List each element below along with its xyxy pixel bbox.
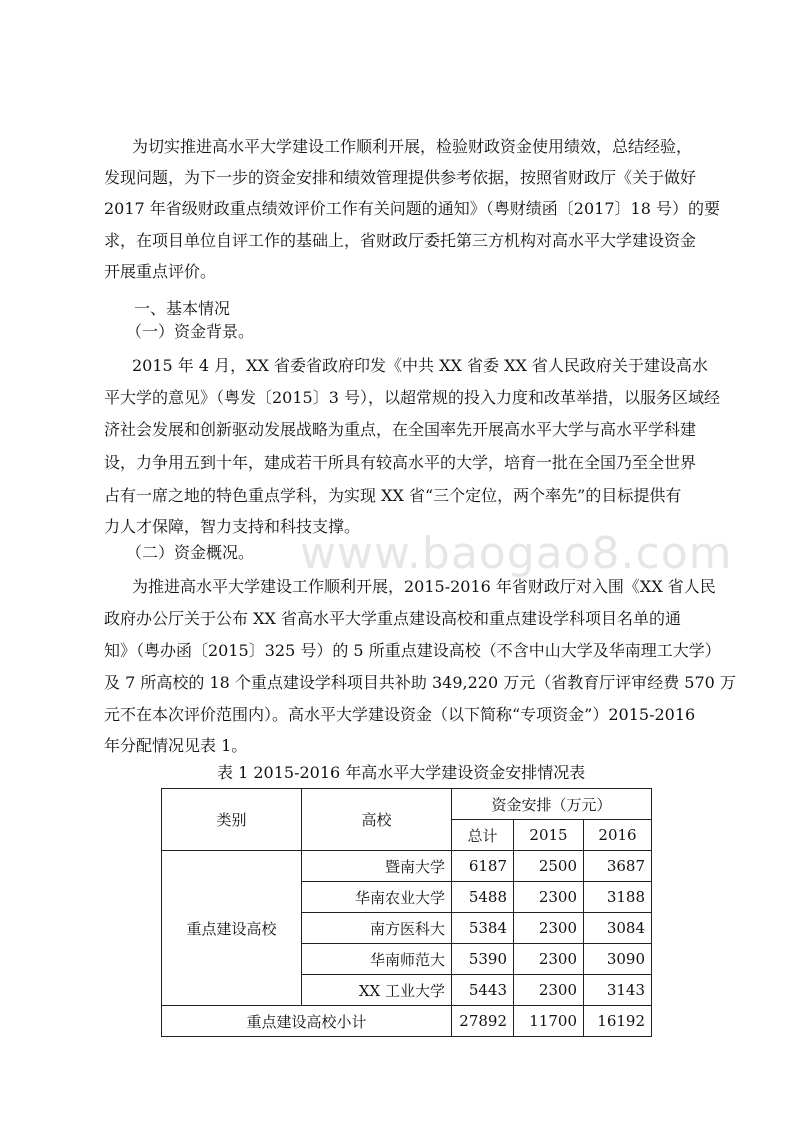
subtotal-total: 27892 — [452, 1006, 514, 1037]
subtotal-row — [162, 1006, 652, 1037]
paragraph-line: 发现问题，为下一步的资金安排和绩效管理提供参考依据，按照省财政厅《关于做好 — [104, 168, 697, 187]
cell-2016: 3188 — [584, 882, 652, 913]
cell-total: 5443 — [452, 975, 514, 1006]
school-name: 暨南大学 — [384, 857, 445, 876]
cell-2016: 3143 — [584, 975, 652, 1006]
subtotal-2016: 16192 — [584, 1006, 652, 1037]
header-school: 高校 — [302, 789, 452, 851]
header-2015: 2015 — [514, 820, 584, 851]
header-total: 总计 — [452, 820, 514, 851]
cell-2015: 2300 — [514, 882, 584, 913]
cell-2015: 2300 — [514, 913, 584, 944]
paragraph-line: 2017 年省级财政重点绩效评价工作有关问题的通知》（粤财绩函〔2017〕18 号）的要 — [104, 199, 720, 218]
paragraph-line: 开展重点评价。 — [104, 262, 217, 281]
cell-2015: 2300 — [514, 975, 584, 1006]
cell-2016: 3090 — [584, 944, 652, 975]
paragraph-line: 为切实推进高水平大学建设工作顺利开展，检验财政资金使用绩效，总结经验， — [132, 137, 693, 156]
funding-table — [161, 788, 652, 1037]
header-category: 类别 — [162, 789, 302, 851]
cell-total: 5488 — [452, 882, 514, 913]
subsection-heading: （一）资金背景。 — [126, 322, 255, 341]
section-heading: 一、基本情况 — [134, 299, 231, 318]
cell-total: 5390 — [452, 944, 514, 975]
paragraph-line: 元不在本次评价范围内）。高水平大学建设资金（以下简称“专项资金”）2015-2016 — [104, 705, 696, 724]
table-row — [162, 851, 652, 882]
paragraph-line: 济社会发展和创新驱动发展战略为重点，在全国率先开展高水平大学与高水平学科建 — [104, 420, 697, 439]
cell-2015: 2300 — [514, 944, 584, 975]
header-funding: 资金安排（万元） — [452, 789, 652, 820]
cell-total: 5384 — [452, 913, 514, 944]
watermark: www.baogao8.com — [300, 528, 733, 579]
subtotal-label: 重点建设高校小计 — [162, 1006, 452, 1037]
paragraph-line: 力人才保障，智力支持和科技支撑。 — [104, 517, 361, 536]
paragraph-line: 知》（粤办函〔2015〕325 号）的 5 所重点建设高校（不含中山大学及华南理工大学） — [104, 641, 721, 660]
paragraph-line: 占有一席之地的特色重点学科，为实现 XX 省“三个定位，两个率先”的目标提供有 — [104, 486, 682, 505]
paragraph-line: 设，力争用五到十年，建成若干所具有较高水平的大学，培育一批在全国乃至全世界 — [104, 453, 697, 472]
table-caption: 表 1 2015-2016 年高水平大学建设资金安排情况表 — [217, 763, 586, 782]
school-name: 华南农业大学 — [354, 888, 445, 907]
cell-2016: 3084 — [584, 913, 652, 944]
school-name: 华南师范大 — [302, 944, 452, 975]
paragraph-line: 及 7 所高校的 18 个重点建设学科项目共补助 349,220 万元（省教育厅评审经费 570 万 — [104, 673, 736, 692]
school-name: XX 工业大学 — [302, 975, 452, 1006]
cell-total: 6187 — [452, 851, 514, 882]
paragraph-line: 年分配情况见表 1。 — [104, 736, 248, 755]
cell-2016: 3687 — [584, 851, 652, 882]
paragraph-line: 求，在项目单位自评工作的基础上，省财政厅委托第三方机构对高水平大学建设资金 — [104, 231, 697, 250]
cell-2015: 2500 — [514, 851, 584, 882]
subtotal-2015: 11700 — [514, 1006, 584, 1037]
school-name: 南方医科大 — [302, 913, 452, 944]
paragraph-line: 为推进高水平大学建设工作顺利开展，2015-2016 年省财政厅对入围《XX 省人民 — [132, 577, 716, 596]
paragraph-line: 平大学的意见》（粤发〔2015〕3 号），以超常规的投入力度和改革举措，以服务区域经 — [104, 388, 720, 407]
paragraph-line: 政府办公厅关于公布 XX 省高水平大学重点建设高校和重点建设学科项目名单的通 — [104, 609, 681, 628]
subsection-heading: （二）资金概况。 — [126, 543, 255, 562]
group-label: 重点建设高校 — [162, 851, 302, 1006]
header-2016: 2016 — [584, 820, 652, 851]
paragraph-line: 2015 年 4 月，XX 省委省政府印发《中共 XX 省委 XX 省人民政府关于建设高水 — [132, 356, 708, 375]
